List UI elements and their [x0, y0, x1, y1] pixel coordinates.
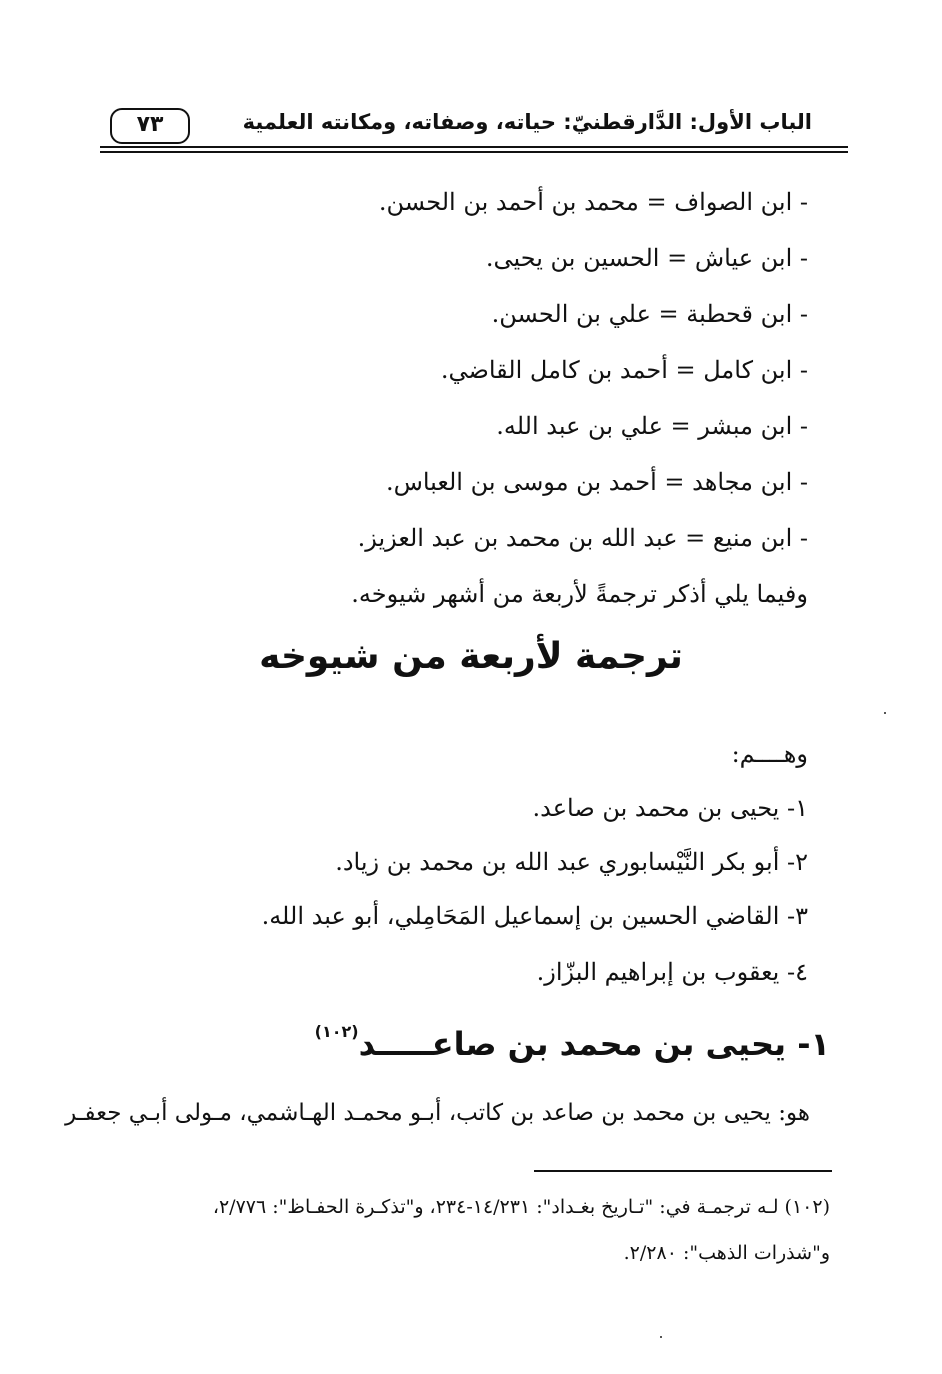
alias-line-3: - ابن قحطبة = علي بن الحسن. — [491, 300, 808, 328]
alias-line-7: - ابن منيع = عبد الله بن محمد بن عبد العزيز. — [357, 524, 808, 552]
biography-heading-text: ١- يحيى بن محمد بن صاعـــــد — [358, 1025, 830, 1063]
header-rule-top — [100, 146, 848, 148]
alias-line-6: - ابن مجاهد = أحمد بن موسى بن العباس. — [385, 468, 808, 496]
intro-sentence: وفيما يلي أذكر ترجمةً لأربعة من أشهر شيوخه. — [351, 580, 808, 608]
footnote-reference: (١٠٢) — [314, 1022, 359, 1041]
scan-speck — [660, 1336, 662, 1338]
footnote-line-2: و"شذرات الذهب": ٢/٢٨٠. — [623, 1242, 830, 1264]
running-header-title: الباب الأول: الدَّارقطنيّ: حياته، وصفاته، ومكانته العلمية — [242, 110, 812, 134]
biography-heading — [315, 1022, 830, 1063]
footnote-rule — [534, 1170, 832, 1172]
header-rule-bottom — [100, 151, 848, 153]
biography-text: هو: يحيى بن محمد بن صاعد بن كاتب، أبـو محمـد الهـاشمي، مـولى أبـي جعفـر — [65, 1100, 810, 1126]
alias-line-5: - ابن مبشر = علي بن عبد الله. — [496, 412, 808, 440]
sheikh-item-1: ١- يحيى بن محمد بن صاعد. — [532, 794, 808, 822]
list-intro: وهــــم: — [731, 740, 808, 768]
sheikh-item-3: ٣- القاضي الحسين بن إسماعيل المَحَامِلي، أبو عبد الله. — [261, 902, 808, 930]
alias-line-1: - ابن الصواف = محمد بن أحمد بن الحسن. — [378, 188, 808, 216]
footnote-line-1: (١٠٢) لـه ترجمـة في: "تـاريخ بغـداد": ١٤/٢٣١-٢٣٤، و"تذكـرة الحفـاظ": ٢/٧٧٦، — [212, 1196, 830, 1218]
alias-line-2: - ابن عياش = الحسين بن يحيى. — [485, 244, 808, 272]
page-number-box: ٧٣ — [110, 108, 190, 144]
alias-line-4: - ابن كامل = أحمد بن كامل القاضي. — [440, 356, 808, 384]
sheikh-item-4: ٤- يعقوب بن إبراهيم البزّاز. — [536, 958, 808, 986]
sheikh-item-2: ٢- أبو بكر النَّيْسابوري عبد الله بن محمد بن زياد. — [335, 848, 808, 876]
section-heading: ترجمة لأربعة من شيوخه — [259, 636, 683, 677]
scan-speck — [884, 712, 886, 714]
